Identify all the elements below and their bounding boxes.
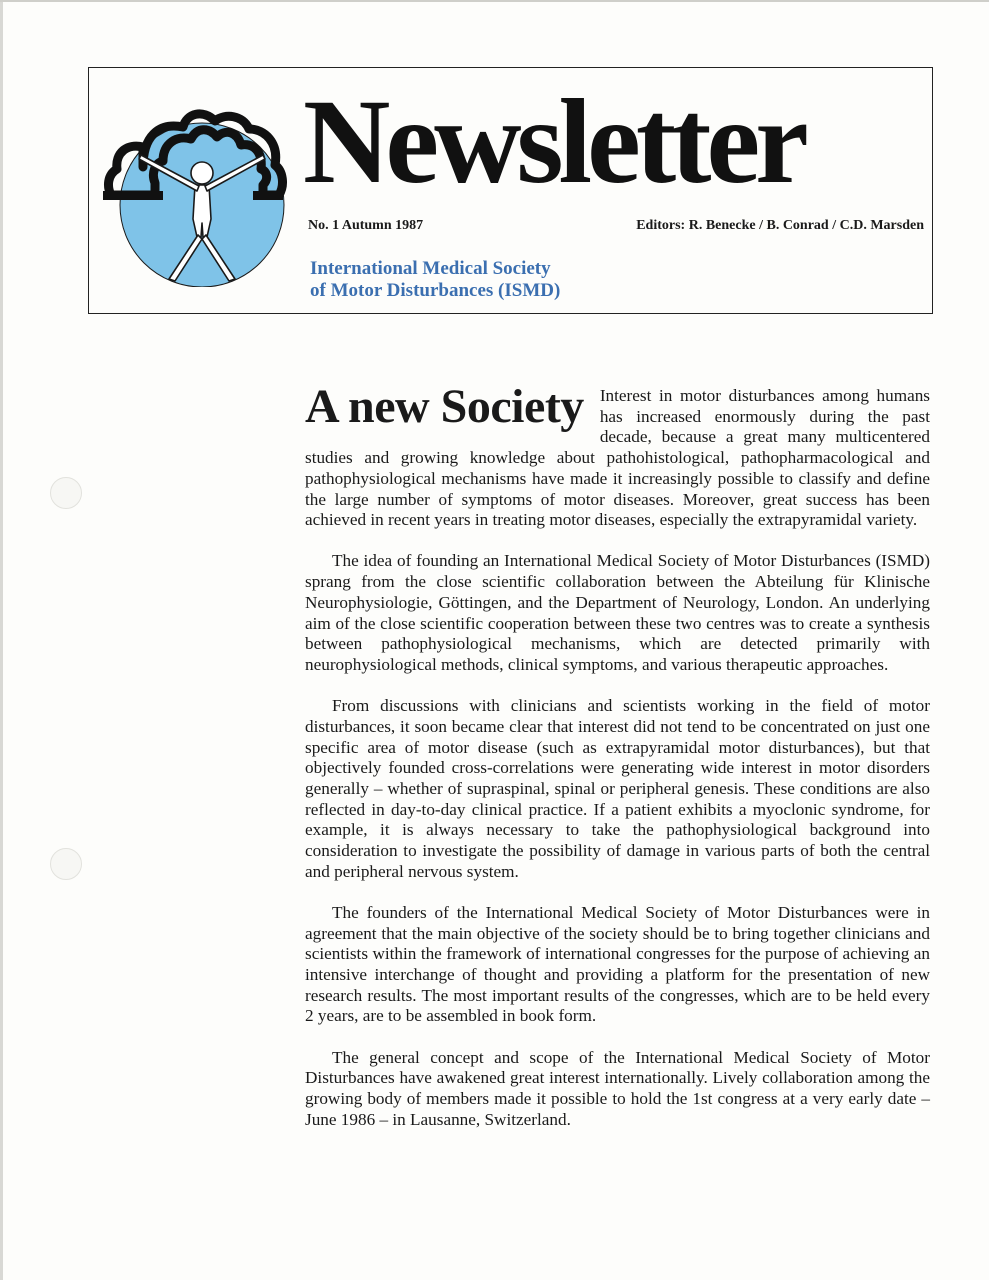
page-edge-left xyxy=(0,0,3,1280)
article-paragraph-4: The founders of the International Medical Society of Motor Disturbances were in agreement that the main objective of the society should be to bring together clinicians and scientists within the framework of international congresses for the purpose of achieving an intensive interchange of thought and providing a platform for the presentation of new research results. The most important results of the congresses, which are to be held every 2 years, are to be assembled in book form. xyxy=(305,902,930,1026)
punch-hole-bottom xyxy=(50,848,82,880)
article-headline: A new Society xyxy=(305,380,584,433)
society-name xyxy=(310,258,560,302)
article-paragraph-5: The general concept and scope of the International Medical Society of Motor Disturbances have awakened great interest internationally. Lively collaboration among the growing body of members made it possible to hold the 1st congress at a very early date – June 1986 – in Lausanne, Switzerland. xyxy=(305,1047,930,1129)
editors-line: Editors: R. Benecke / B. Conrad / C.D. Marsden xyxy=(636,218,924,233)
newsletter-title: Newsletter xyxy=(303,75,804,209)
page-edge-top xyxy=(0,0,989,2)
society-name-line-1: International Medical Society xyxy=(310,258,551,279)
article-paragraph-3: From discussions with clinicians and scientists working in the field of motor disturbances, it soon became clear that interest did not tend to be concentrated on just one specific area of motor disease (such as extrapyramidal motor disturbances), but that objectively founded cross-correlations were generating wide interest in motor disorders generally – whether of supraspinal, spinal or peripheral genesis. These conditions are also reflected in day-to-day clinical practice. If a patient exhibits a myoclonic syndrome, for example, it is always necessary to take the pathophysiological background into consideration to investigate the possibility of damage in various parts of both the central and peripheral nervous system. xyxy=(305,696,930,881)
ismd-logo-icon xyxy=(103,87,289,287)
society-name-line-2: of Motor Disturbances (ISMD) xyxy=(310,280,561,301)
masthead xyxy=(88,67,933,314)
article-paragraph-1: Interest in motor disturbances among humans has increased enormously during the past decade, because a great many multicentered studies and growing knowledge about pathohistological, pathopharmacological and pathophysiological mechanisms have made it increasingly possible to classify and define the large number of symptoms of motor diseases. Moreover, great success has been achieved in recent years in treating motor diseases, especially the extrapyramidal variety. xyxy=(305,386,930,530)
article-paragraph-2: The idea of founding an International Medical Society of Motor Disturbances (ISMD) sprang from the close scientific collaboration between the Abteilung für Klinische Neurophysiologie, Göttingen, and the Department of Neurology, London. An underlying aim of the close scientific cooperation between these two centres was to create a synthesis between pathophysiological mechanisms, which are detected primarily with neurophysiological methods, clinical symptoms, and various therapeutic approaches. xyxy=(305,551,930,674)
article xyxy=(305,380,930,1151)
issue-info: No. 1 Autumn 1987 xyxy=(308,218,424,233)
punch-hole-top xyxy=(50,477,82,509)
